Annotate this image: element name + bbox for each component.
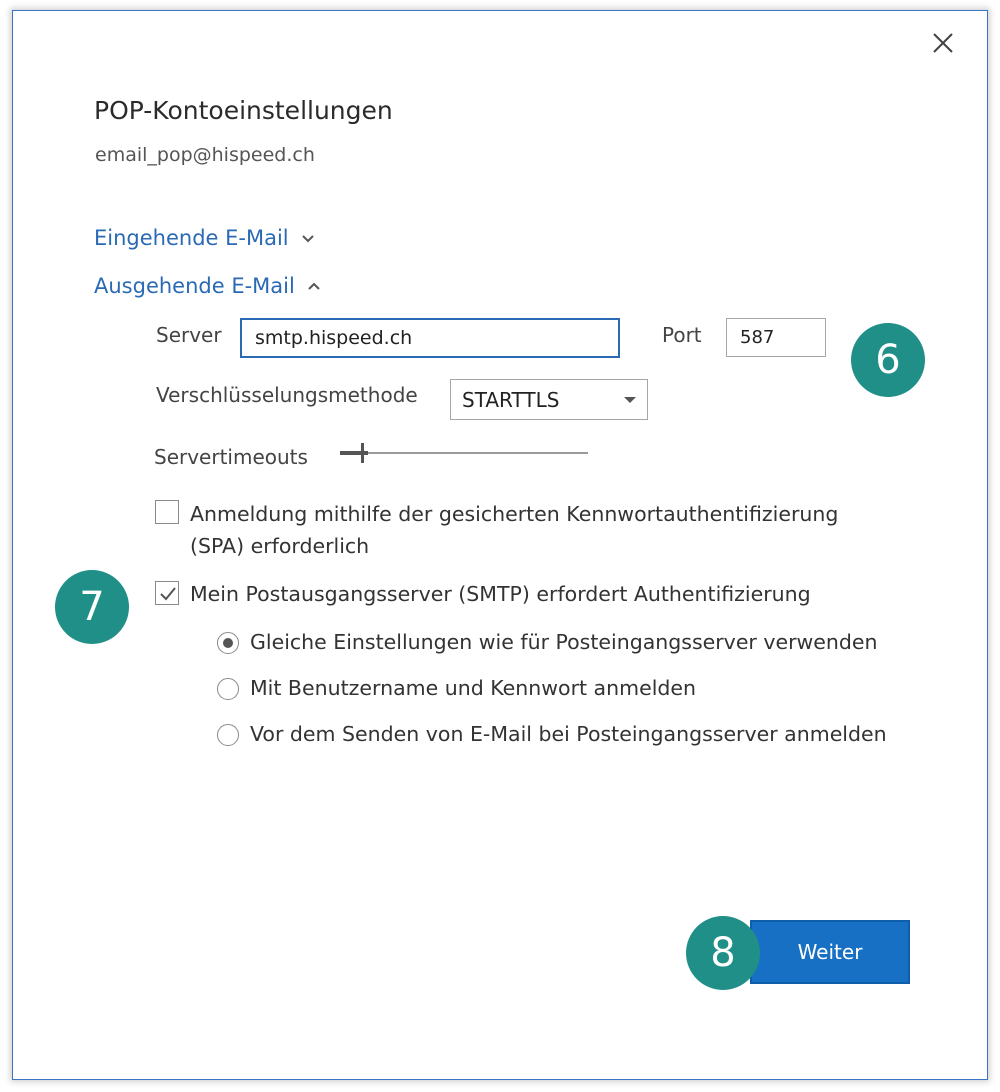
smtp-auth-checkbox[interactable] — [155, 581, 179, 605]
port-label: Port — [662, 323, 702, 347]
checkmark-icon — [159, 585, 177, 603]
radio-same-settings[interactable] — [217, 632, 239, 654]
timeout-slider-track[interactable] — [340, 452, 588, 454]
radio-same-settings-label: Gleiche Einstellungen wie für Posteingangsserver verwenden — [250, 630, 878, 654]
encryption-label: Verschlüsselungsmethode — [156, 383, 418, 407]
step-badge-6: 6 — [851, 323, 925, 397]
dropdown-arrow-icon — [623, 395, 637, 405]
server-input[interactable] — [240, 318, 620, 358]
server-timeout-label: Servertimeouts — [154, 445, 308, 469]
account-email: email_pop@hispeed.ch — [95, 144, 315, 166]
radio-login-before-send[interactable] — [217, 724, 239, 746]
chevron-down-icon — [301, 231, 315, 245]
radio-login-before-send-label: Vor dem Senden von E-Mail bei Posteingangsserver anmelden — [250, 722, 887, 746]
encryption-value: STARTTLS — [462, 387, 560, 412]
smtp-auth-checkbox-label: Mein Postausgangsserver (SMTP) erfordert Authentifizierung — [190, 582, 811, 606]
server-label: Server — [156, 323, 222, 347]
step-badge-8: 8 — [686, 916, 760, 990]
close-icon — [928, 28, 958, 58]
port-input[interactable] — [726, 318, 826, 357]
radio-selected-dot — [223, 638, 233, 648]
spa-checkbox[interactable] — [155, 500, 179, 524]
encryption-select[interactable] — [450, 379, 648, 420]
chevron-up-icon — [307, 279, 321, 293]
incoming-mail-toggle[interactable] — [94, 226, 315, 250]
incoming-mail-label: Eingehende E-Mail — [94, 226, 289, 250]
radio-username-password-label: Mit Benutzername und Kennwort anmelden — [250, 676, 697, 700]
close-button[interactable] — [928, 28, 958, 58]
outgoing-mail-label: Ausgehende E-Mail — [94, 274, 295, 298]
next-button[interactable]: Weiter — [750, 920, 910, 984]
step-badge-7: 7 — [55, 570, 129, 644]
timeout-slider-handle[interactable] — [361, 443, 364, 463]
dialog-title: POP-Kontoeinstellungen — [94, 96, 393, 125]
outgoing-mail-toggle[interactable] — [94, 274, 321, 298]
spa-checkbox-label: Anmeldung mithilfe der gesicherten Kennwortauthentifizierung (SPA) erforderlich — [190, 502, 839, 558]
radio-username-password[interactable] — [217, 678, 239, 700]
